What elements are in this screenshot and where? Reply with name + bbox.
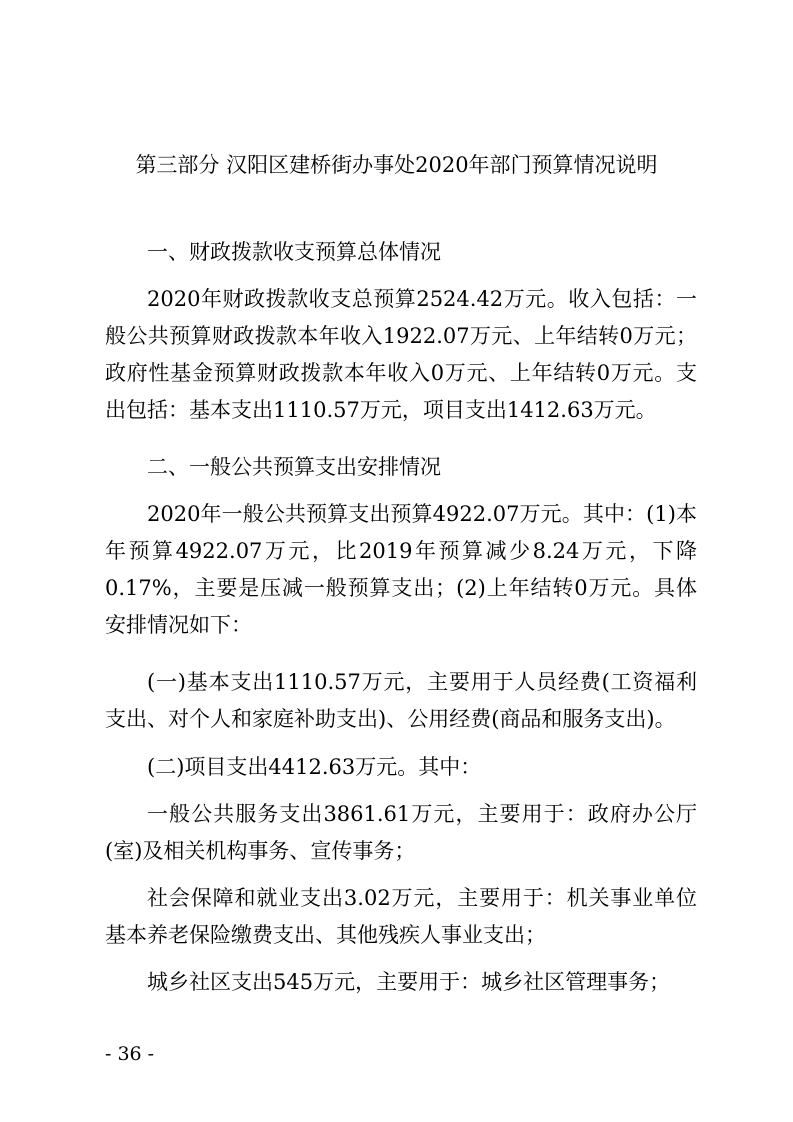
document-title: 第三部分 汉阳区建桥街办事处2020年部门预算情况说明 xyxy=(135,153,658,177)
section2-paragraph: 2020年一般公共预算支出预算4922.07万元。其中：(1)本年预算4922.07万元，比2019年预算减少8.24万元，下降0.17%，主要是压减一般预算支出；(2)上年结转0万元。具体安排情况如下： xyxy=(105,502,697,637)
section1-heading: 一、财政拨款收支预算总体情况 xyxy=(147,240,441,264)
social-security-paragraph: 社会保障和就业支出3.02万元，主要用于：机关事业单位基本养老保险缴费支出、其他残疾人事业支出； xyxy=(105,886,697,947)
page-number: - 36 - xyxy=(105,1043,155,1065)
community-paragraph: 城乡社区支出545万元，主要用于：城乡社区管理事务； xyxy=(147,970,671,994)
section1-paragraph: 2020年财政拨款收支总预算2524.42万元。收入包括：一般公共预算财政拨款本年收入1922.07万元、上年结转0万元；政府性基金预算财政拨款本年收入0万元、上年结转0万元。支出包括：基本支出1110.57万元，项目支出1412.63万元。 xyxy=(105,287,697,422)
section2-heading: 二、一般公共预算支出安排情况 xyxy=(147,455,441,479)
basic-expense-paragraph: (一)基本支出1110.57万元，主要用于人员经费(工资福利支出、对个人和家庭补助支出)、公用经费(商品和服务支出)。 xyxy=(105,670,697,731)
project-expense-heading: (二)项目支出4412.63万元。其中： xyxy=(147,755,482,779)
general-service-paragraph: 一般公共服务支出3861.61万元，主要用于：政府办公厅(室)及相关机构事务、宣传事务； xyxy=(105,802,697,863)
